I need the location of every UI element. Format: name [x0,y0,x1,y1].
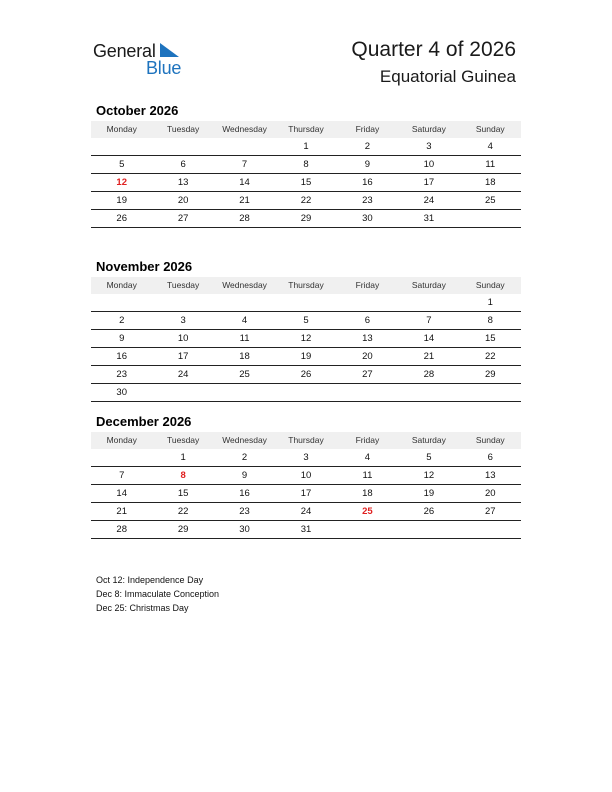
day-cell: 22 [177,506,189,517]
logo-word-general: General [93,41,156,61]
weekday-label: Monday [106,435,137,445]
week-row [91,294,521,312]
day-cell: 15 [177,488,189,499]
day-cell: 23 [362,195,373,206]
day-cell: 22 [484,351,496,362]
day-cell: 19 [300,351,312,362]
weekday-label: Sunday [475,435,505,445]
weekday-label: Sunday [475,124,505,134]
day-cell: 7 [426,315,432,326]
weekday-label: Saturday [411,280,446,290]
day-cell: 7 [241,159,248,170]
day-cell: 2 [241,452,248,463]
day-cell: 1 [180,452,186,463]
week-row [91,384,521,402]
day-cell: 23 [116,369,127,380]
week-row [91,467,521,485]
day-cell: 4 [487,141,493,152]
day-cell: 12 [423,470,435,481]
weekday-label: Wednesday [222,280,267,290]
day-cell: 3 [303,452,309,463]
day-cell: 6 [364,315,371,326]
day-cell: 13 [362,333,373,344]
day-cell: 29 [177,524,189,535]
week-row [91,503,521,521]
day-cell: 5 [426,452,432,463]
weekday-label: Friday [355,124,380,134]
day-cell: 12 [300,333,312,344]
week-row [91,485,521,503]
day-cell: 8 [487,315,493,326]
day-cell: 6 [487,452,493,463]
weekday-label: Tuesday [166,280,200,290]
weekday-label: Wednesday [222,124,267,134]
holiday-note: Oct 12: Independence Day [96,575,204,585]
day-cell [337,384,398,401]
day-cell: 10 [177,333,189,344]
weekday-label: Friday [355,280,380,290]
day-cell: 28 [423,369,435,380]
day-cell: 25 [239,369,250,380]
day-cell [214,138,275,155]
day-cell: 27 [484,506,496,517]
day-cell: 26 [300,369,312,380]
day-cell: 22 [300,195,312,206]
day-cell: 23 [239,506,250,517]
day-cell: 9 [241,470,248,481]
weekday-label: Saturday [411,435,446,445]
day-cell: 10 [300,470,312,481]
day-cell: 19 [116,195,127,206]
holiday-note: Dec 8: Immaculate Conception [96,589,220,599]
day-cell: 5 [119,159,125,170]
day-cell: 1 [487,297,493,308]
day-cell: 11 [362,470,373,481]
day-cell [460,384,521,401]
page-subtitle: Equatorial Guinea [379,67,516,86]
week-row [91,156,521,174]
week-row [91,348,521,366]
day-cell: 3 [180,315,186,326]
page-title: Quarter 4 of 2026 [351,38,516,61]
day-cell: 24 [423,195,435,206]
day-cell: 11 [239,333,250,344]
day-cell: 8 [303,159,309,170]
day-cell: 4 [364,452,371,463]
day-cell [398,384,459,401]
day-cell [398,521,459,538]
day-cell: 24 [177,369,189,380]
weekday-label: Friday [355,435,380,445]
day-cell: 9 [119,333,125,344]
day-cell: 20 [177,195,189,206]
day-cell [398,294,459,311]
day-cell: 3 [426,141,432,152]
day-cell: 4 [241,315,248,326]
day-cell [214,294,275,311]
day-cell: 18 [484,177,496,188]
day-cell [152,294,213,311]
day-cell [91,138,152,155]
weekday-label: Monday [106,280,137,290]
week-row [91,366,521,384]
day-cell: 15 [484,333,496,344]
day-cell: 6 [180,159,186,170]
day-cell: 16 [116,351,127,362]
day-cell: 16 [362,177,373,188]
day-cell: 21 [239,195,250,206]
week-row [91,449,521,467]
day-cell: 16 [239,488,250,499]
day-cell: 2 [119,315,125,326]
weekday-label: Thursday [288,280,324,290]
week-row [91,174,521,192]
logo-triangle-icon [160,43,180,59]
week-row [91,138,521,156]
day-cell: 30 [239,524,250,535]
weekday-label: Saturday [411,124,446,134]
weekday-label: Thursday [288,435,324,445]
holiday-notes [96,573,219,615]
day-cell: 2 [364,141,371,152]
month-title: December 2026 [96,414,192,429]
day-cell: 26 [116,213,127,224]
logo [93,41,193,81]
day-cell: 8 [180,470,186,481]
day-cell [152,384,213,401]
day-cell: 25 [362,506,373,517]
day-cell: 27 [177,213,189,224]
logo-word-blue: Blue [146,58,182,78]
day-cell: 20 [484,488,496,499]
weekday-header [91,432,521,449]
weekday-header [91,121,521,138]
day-cell: 21 [423,351,435,362]
day-cell [214,384,275,401]
week-row [91,312,521,330]
day-cell: 7 [119,470,125,481]
day-cell: 5 [303,315,309,326]
month-november [91,258,521,402]
day-cell: 15 [300,177,312,188]
day-cell: 29 [300,213,312,224]
week-row [91,521,521,539]
day-cell: 29 [484,369,496,380]
weekday-header [91,277,521,294]
day-cell: 17 [423,177,435,188]
day-cell: 31 [300,524,312,535]
day-cell: 18 [362,488,373,499]
day-cell: 28 [239,213,250,224]
day-cell: 25 [484,195,496,206]
day-cell: 11 [485,159,496,170]
weekday-label: Tuesday [166,124,200,134]
day-cell: 30 [116,387,127,398]
day-cell: 27 [362,369,373,380]
day-cell: 17 [177,351,189,362]
day-cell: 12 [116,177,127,188]
day-cell: 20 [362,351,373,362]
day-cell [275,384,336,401]
day-cell: 10 [423,159,435,170]
day-cell: 28 [116,524,127,535]
day-cell [337,521,398,538]
day-cell: 31 [423,213,435,224]
day-cell: 1 [303,141,309,152]
day-cell: 14 [116,488,127,499]
day-cell [460,521,521,538]
day-cell: 9 [364,159,371,170]
day-cell: 14 [423,333,435,344]
day-cell: 17 [300,488,312,499]
weekday-label: Tuesday [166,435,200,445]
day-cell: 24 [300,506,312,517]
week-row [91,192,521,210]
day-cell [337,294,398,311]
month-december [91,413,521,539]
month-title: November 2026 [96,259,193,274]
day-cell [152,138,213,155]
day-cell: 19 [423,488,435,499]
day-cell: 14 [239,177,250,188]
month-october [91,102,521,228]
weekday-label: Thursday [288,124,324,134]
day-cell: 18 [239,351,250,362]
week-row [91,210,521,228]
day-cell: 13 [177,177,189,188]
day-cell [460,210,521,227]
day-cell [91,449,152,466]
day-cell: 30 [362,213,373,224]
month-title: October 2026 [96,103,179,118]
weekday-label: Monday [106,124,137,134]
day-cell: 21 [116,506,127,517]
day-cell: 13 [484,470,496,481]
day-cell: 26 [423,506,435,517]
weekday-label: Sunday [475,280,505,290]
day-cell [91,294,152,311]
holiday-note: Dec 25: Christmas Day [96,603,189,613]
weekday-label: Wednesday [222,435,267,445]
week-row [91,330,521,348]
day-cell [275,294,336,311]
